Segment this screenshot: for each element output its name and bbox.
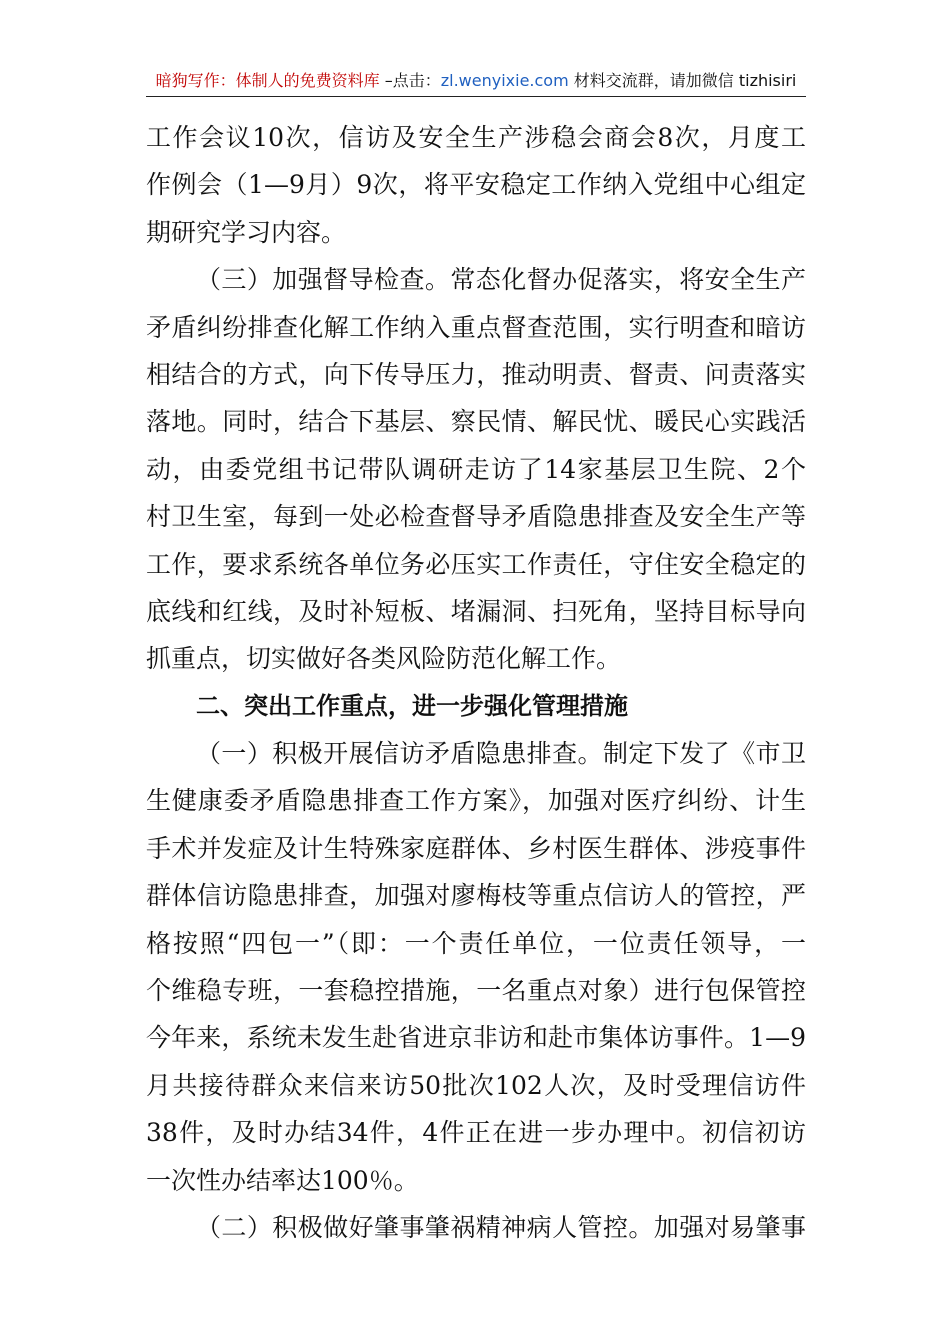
text-line: 群体信访隐患排查，加强对廖梅枝等重点信访人的管控，严 — [146, 881, 806, 911]
text-line: 今年来，系统未发生赴省进京非访和赴市集体访事件。1—9 — [146, 1023, 806, 1053]
document-body — [146, 114, 806, 1251]
text-line: 村卫生室，每到一处必检查督导矛盾隐患排查及安全生产等 — [146, 502, 806, 532]
text-line: 手术并发症及计生特殊家庭群体、乡村医生群体、涉疫事件 — [146, 833, 806, 863]
text-line: 作例会（1—9月）9次，将平安稳定工作纳入党组中心组定 — [146, 170, 806, 200]
header-link[interactable]: zl.wenyixie.com — [440, 71, 569, 90]
text-line: 生健康委矛盾隐患排查工作方案》，加强对医疗纠纷、计生 — [146, 786, 806, 816]
text-line: 底线和红线，及时补短板、堵漏洞、扫死角，坚持目标导向 — [146, 596, 806, 626]
section-heading: 二、突出工作重点，进一步强化管理措施 — [196, 691, 628, 720]
text-line: 月共接待群众来信来访50批次102人次，及时受理信访件 — [146, 1070, 806, 1100]
text-line: 抓重点，切实做好各类风险防范化解工作。 — [146, 644, 622, 674]
text-line: 落地。同时，结合下基层、察民情、解民忧、暖民心实践活 — [146, 407, 806, 437]
header-contact: 材料交流群，请加微信 tizhisiri — [568, 71, 797, 90]
text-line: 相结合的方式，向下传导压力，推动明责、督责、问责落实 — [146, 359, 806, 389]
text-line: 动，由委党组书记带队调研走访了14家基层卫生院、2个 — [146, 454, 806, 484]
text-line: （二）积极做好肇事肇祸精神病人管控。加强对易肇事 — [196, 1212, 806, 1242]
text-line: 38件，及时办结34件，4件正在进一步办理中。初信初访 — [146, 1118, 806, 1148]
text-line: 一次性办结率达100％。 — [146, 1165, 419, 1195]
header-site-title: 暗狗写作：体制人的免费资料库 — [155, 71, 380, 90]
text-line: 个维稳专班，一套稳控措施，一名重点对象）进行包保管控 — [146, 976, 806, 1006]
page-header — [146, 68, 806, 97]
text-line: （一）积极开展信访矛盾隐患排查。制定下发了《市卫 — [196, 739, 806, 769]
text-line: 工作，要求系统各单位务必压实工作责任，守住安全稳定的 — [146, 549, 806, 579]
text-line: 工作会议10次，信访及安全生产涉稳会商会8次，月度工 — [146, 123, 806, 152]
text-line: 格按照“四包一”（即：一个责任单位，一位责任领导，一 — [146, 928, 806, 958]
text-line: 矛盾纠纷排查化解工作纳入重点督查范围，实行明查和暗访 — [146, 312, 806, 342]
header-click-label: –点击： — [379, 71, 441, 90]
text-line: 期研究学习内容。 — [146, 217, 347, 247]
text-line: （三）加强督导检查。常态化督办促落实，将安全生产 — [196, 265, 806, 295]
